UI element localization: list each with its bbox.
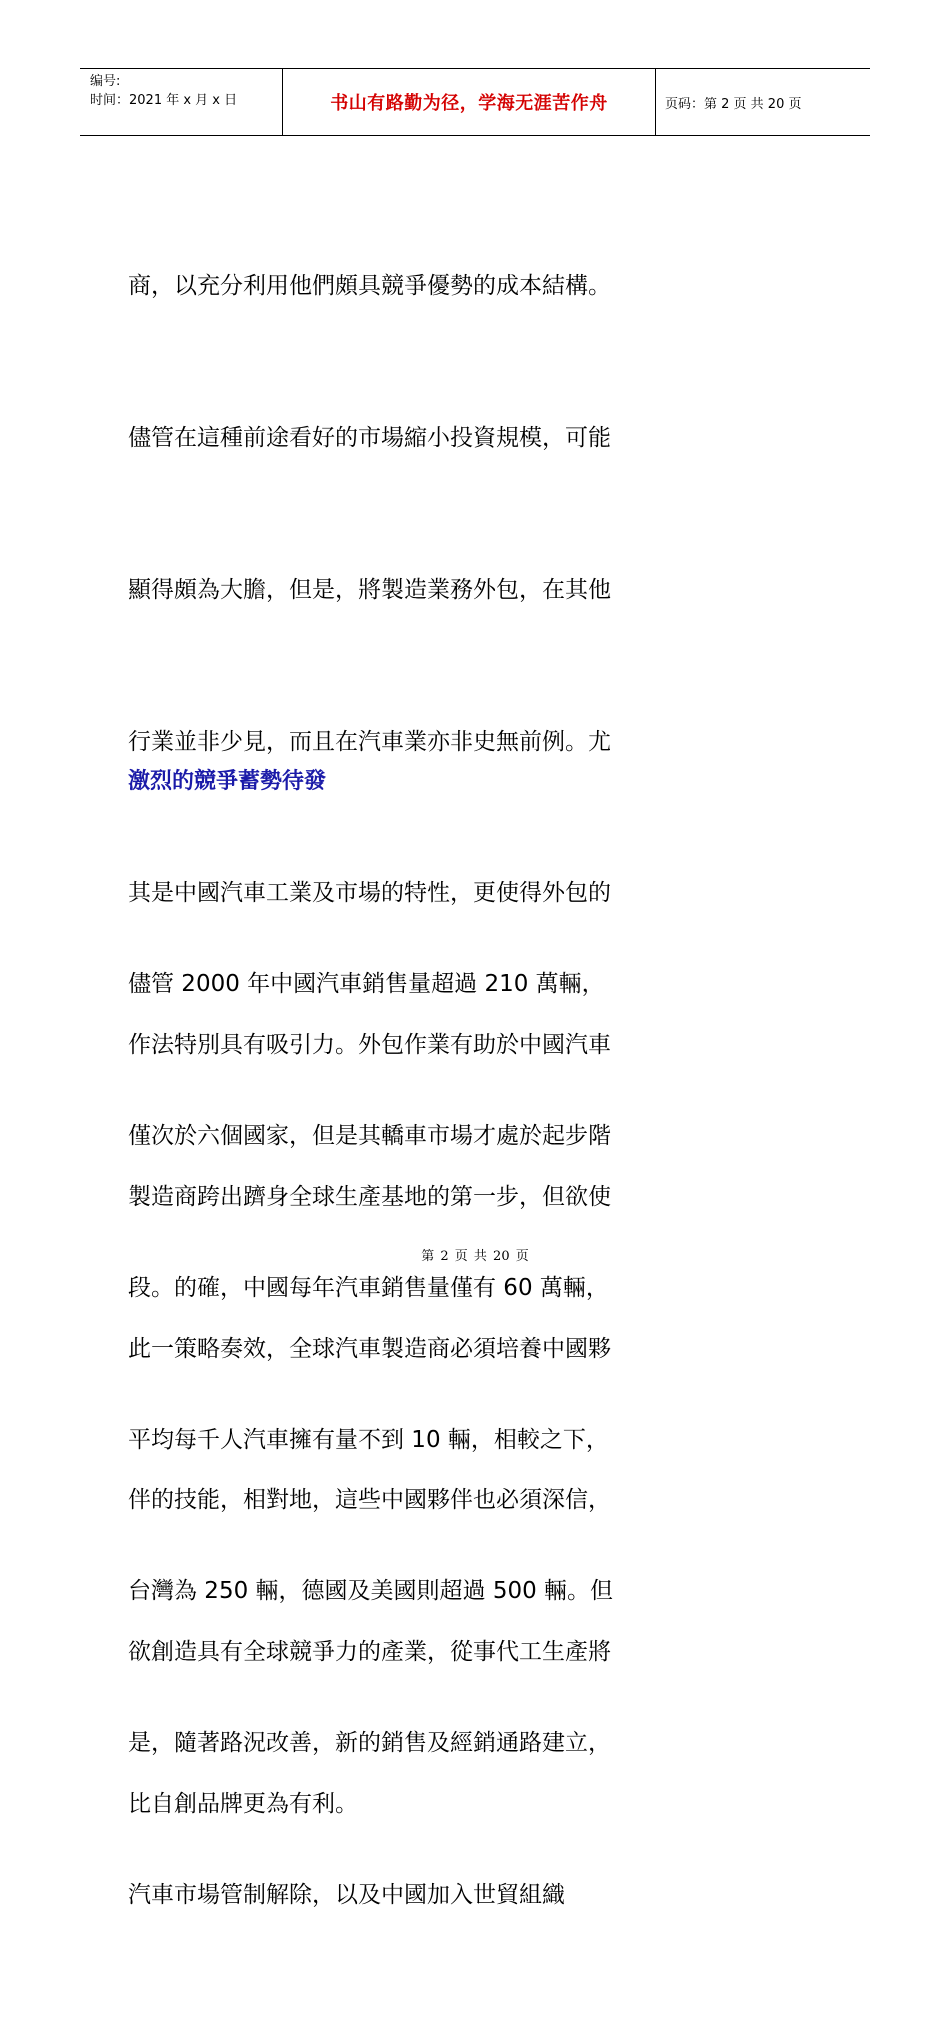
text-line: 是，隨著路況改善，新的銷售及經銷通路建立， [128, 1730, 611, 1757]
header-meta [80, 69, 283, 135]
paragraph-text [128, 858, 673, 2022]
text-line: 伴的技能，相對地，這些中國夥伴也必須深信， [128, 1487, 611, 1514]
body-paragraph-2 [128, 858, 673, 2022]
text-line: 平均每千人汽車擁有量不到 10 輛，相較之下， [128, 1426, 609, 1453]
text-line: 台灣為 250 輛，德國及美國則超過 500 輛。但 [128, 1578, 614, 1605]
text-line: 製造商跨出躋身全球生產基地的第一步，但欲使 [128, 1183, 611, 1210]
document-time-label: 时间：2021 年 x 月 x 日 [90, 93, 238, 108]
text-line: 行業並非少見，而且在汽車業亦非史無前例。尤 [128, 728, 611, 755]
page-footer: 第 2 页 共 20 页 [421, 1249, 529, 1264]
text-line: 顯得頗為大膽，但是，將製造業務外包，在其他 [128, 576, 611, 603]
text-line: 汽車市場管制解除，以及中國加入世貿組織 [128, 1881, 565, 1908]
text-line: 商，以充分利用他們頗具競爭優勢的成本結構。 [128, 273, 611, 300]
text-line: 儘管在這種前途看好的市場縮小投資規模，可能 [128, 424, 611, 451]
page-header [80, 68, 870, 136]
document-number-label: 编号: [90, 74, 121, 89]
text-line: 僅次於六個國家，但是其轎車市場才處於起步階 [128, 1122, 611, 1149]
text-line: 欲創造具有全球競爭力的產業，從事代工生產將 [128, 1639, 611, 1666]
header-page-info: 页码：第 2 页 共 20 页 [665, 96, 802, 112]
section-heading: 激烈的競爭蓄勢待發 [128, 769, 327, 794]
text-line: 儘管 2000 年中國汽車銷售量超過 210 萬輛， [128, 971, 605, 998]
text-line: 比自創品牌更為有利。 [128, 1791, 358, 1817]
header-motto: 书山有路勤为径，学海无涯苦作舟 [283, 69, 656, 135]
text-line: 其是中國汽車工業及市場的特性，更使得外包的 [128, 880, 611, 907]
text-line: 作法特別具有吸引力。外包作業有助於中國汽車 [128, 1032, 611, 1059]
text-line: 段。的確，中國每年汽車銷售量僅有 60 萬輛， [128, 1274, 609, 1301]
text-line: 此一策略奏效，全球汽車製造商必須培養中國夥 [128, 1335, 611, 1362]
